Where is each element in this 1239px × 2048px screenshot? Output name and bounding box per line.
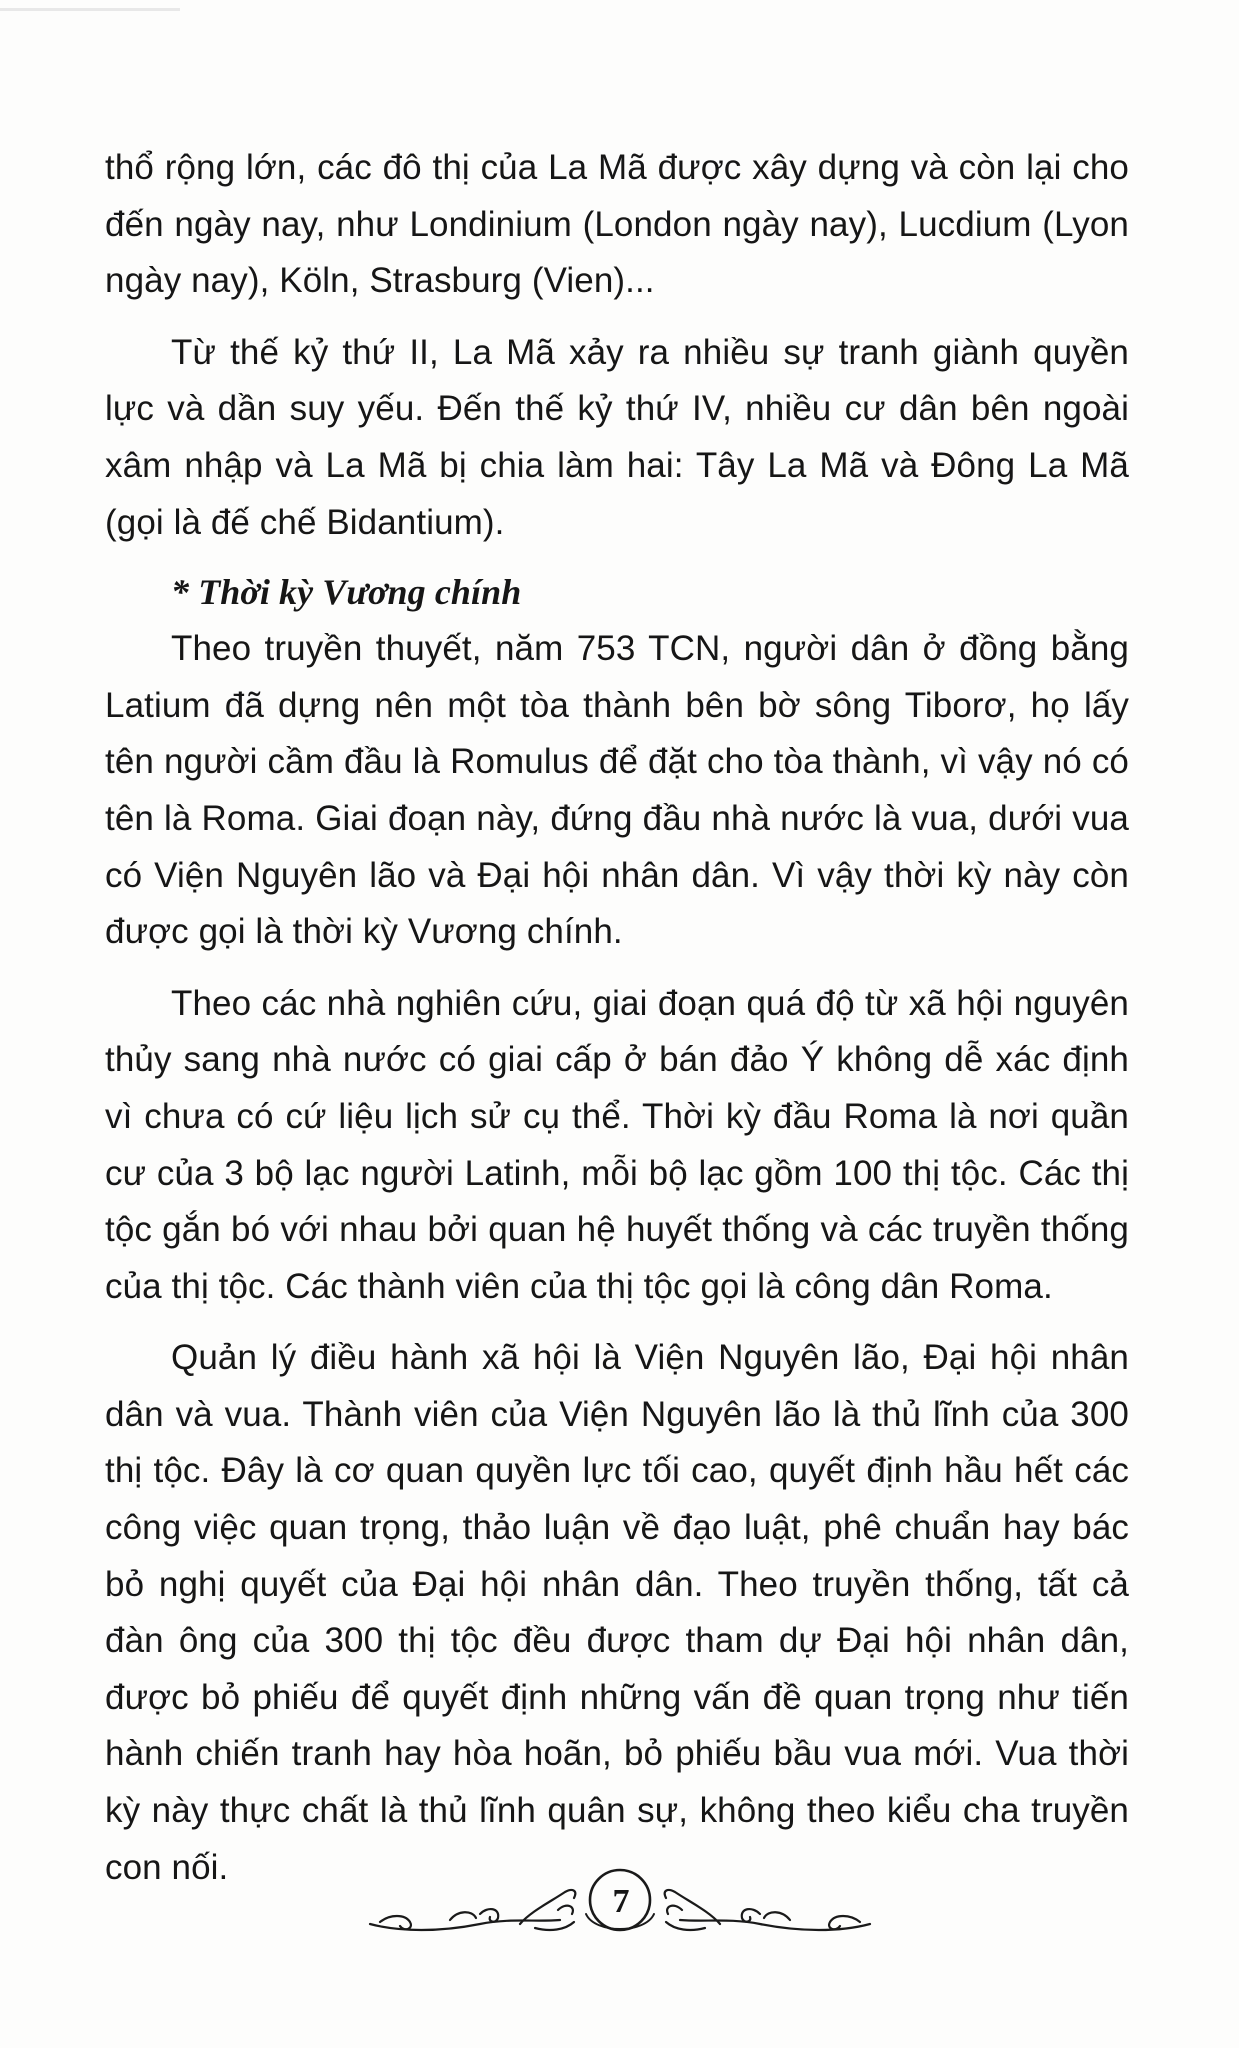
body-text <box>105 140 1129 1896</box>
paragraph: Theo các nhà nghiên cứu, giai đoạn quá độ từ xã hội nguyên thủy sang nhà nước có giai cấp ở bán đảo Ý không dễ xác định vì chưa có cứ liệu lịch sử cụ thể. Thời kỳ đầu Roma là nơi quần cư của 3 bộ lạc người Latinh, mỗi bộ lạc gồm 100 thị tộc. Các thị tộc gắn bó với nhau bởi quan hệ huyết thống và các truyền thống của thị tộc. Các thành viên của thị tộc gọi là công dân Roma. <box>105 983 1129 1306</box>
paragraph: Theo truyền thuyết, năm 753 TCN, người dân ở đồng bằng Latium đã dựng nên một tòa thành bên bờ sông Tiborơ, họ lấy tên người cầm đầu là Romulus để đặt cho tòa thành, vì vậy nó có tên là Roma. Giai đoạn này, đứng đầu nhà nước là vua, dưới vua có Viện Nguyên lão và Đại hội nhân dân. Vì vậy thời kỳ này còn được gọi là thời kỳ Vương chính. <box>105 629 1129 952</box>
paragraph-continued: thổ rộng lớn, các đô thị của La Mã được xây dựng và còn lại cho đến ngày nay, như Londinium (London ngày nay), Lucdium (Lyon ngày nay), Köln, Strasburg (Vien)... <box>105 148 1129 301</box>
page-number: 7 <box>612 1883 630 1920</box>
paragraph: Quản lý điều hành xã hội là Viện Nguyên lão, Đại hội nhân dân và vua. Thành viên của Viện Nguyên lão là thủ lĩnh của 300 thị tộc. Đây là cơ quan quyền lực tối cao, quyết định hầu hết các công việc quan trọng, thảo luận về đạo luật, phê chuẩn hay bác bỏ nghị quyết của Đại hội nhân dân. Theo truyền thống, tất cả đàn ông của 300 thị tộc đều được tham dự Đại hội nhân dân, được bỏ phiếu để quyết định những vấn đề quan trọng như tiến hành chiến tranh hay hòa hoãn, bỏ phiếu bầu vua mới. Vua thời kỳ này thực chất là thủ lĩnh quân sự, không theo kiểu cha truyền con nối. <box>105 1338 1129 1887</box>
paragraph: Từ thế kỷ thứ II, La Mã xảy ra nhiều sự tranh giành quyền lực và dần suy yếu. Đến thế kỷ thứ IV, nhiều cư dân bên ngoài xâm nhập và La Mã bị chia làm hai: Tây La Mã và Đông La Mã (gọi là đế chế Bidantium). <box>105 332 1129 542</box>
section-heading: * Thời kỳ Vương chính <box>171 572 522 613</box>
scan-edge-mark <box>0 8 300 12</box>
